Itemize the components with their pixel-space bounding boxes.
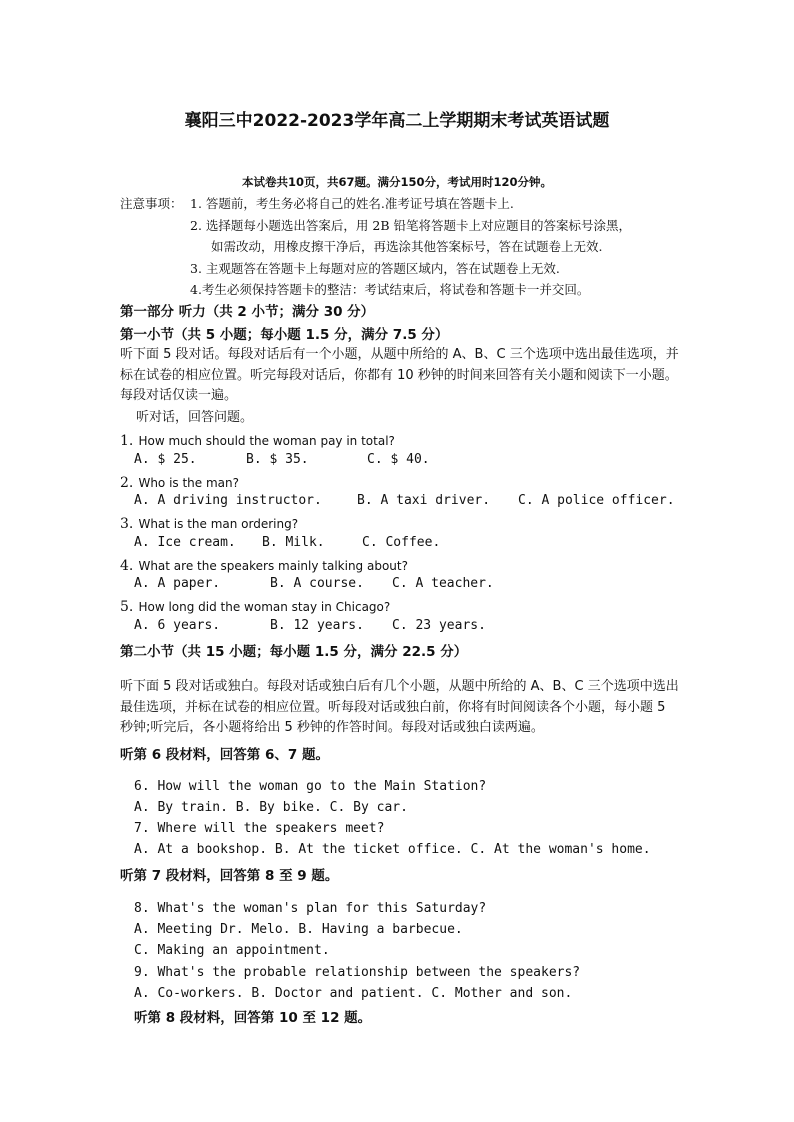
note-2-line-2: 如需改动，用橡皮擦干净后，再选涂其他答案标号，答在试题卷上无效. <box>211 239 603 254</box>
question-5 <box>120 596 390 615</box>
note-3: 3. 主观题答在答题卡上每题对应的答题区域内，答在试题卷上无效. <box>190 261 560 276</box>
question-text: How much should the woman pay in total? <box>138 434 395 448</box>
option-a: A. Ice cream. <box>134 535 236 550</box>
option-b: B. $ 35. <box>246 452 309 467</box>
question-text: What are the speakers mainly talking about? <box>138 559 408 573</box>
notes-label: 注意事项： <box>120 196 183 211</box>
question-7-options: A. At a bookshop. B. At the ticket office. C. At the woman's home. <box>134 842 651 857</box>
question-7: 7. Where will the speakers meet? <box>134 821 385 836</box>
option-a: A. A driving instructor. <box>134 493 322 508</box>
part1-heading: 第一部分 听力（共 2 小节；满分 30 分） <box>120 304 375 320</box>
option-c: C. A police officer. <box>518 493 675 508</box>
option-c: C. A teacher. <box>392 576 494 591</box>
question-number: 1. <box>120 433 134 449</box>
question-6-options: A. By train. B. By bike. C. By car. <box>134 800 408 815</box>
section1-instructions: 听下面 5 段对话。每段对话后有一个小题，从题中所给的 A、B、C 三个选项中选出最佳选项，并标在试卷的相应位置。听完每段对话后，你都有 10 秒钟的时间来回答有关小题和阅读下一小题。每段对话仅读一遍。 <box>120 347 679 403</box>
exam-subtitle: 本试卷共10页，共67题。满分150分，考试用时120分钟。 <box>241 175 552 189</box>
material-7-heading: 听第 7 段材料，回答第 8 至 9 题。 <box>120 868 339 884</box>
question-8-options-2: C. Making an appointment. <box>134 943 330 958</box>
question-9-options: A. Co-workers. B. Doctor and patient. C. Mother and son. <box>134 986 573 1001</box>
page-title: 襄阳三中2022-2023学年高二上学期期末考试英语试题 <box>184 111 610 131</box>
question-6: 6. How will the woman go to the Main Station? <box>134 779 487 794</box>
note-4: 4.考生必须保持答题卡的整洁：考试结束后，将试卷和答题卡一并交回。 <box>190 282 590 297</box>
option-b: B. 12 years. <box>270 618 364 633</box>
option-b: B. A taxi driver. <box>357 493 491 508</box>
section2-instructions: 听下面 5 段对话或独白。每段对话或独白后有几个小题，从题中所给的 A、B、C 三个选项中选出最佳选项，并标在试卷的相应位置。听每段对话或独白前，你将有时间阅读各个小题，每小题 5 秒钟;听完后，各小题将给出 5 秒钟的作答时间。每段对话或独白读两遍。 <box>120 679 679 735</box>
question-text: How long did the woman stay in Chicago? <box>138 600 391 614</box>
question-number: 2. <box>120 475 134 491</box>
option-b: B. A course. <box>270 576 364 591</box>
question-9: 9. What's the probable relationship between the speakers? <box>134 965 581 980</box>
option-c: C. 23 years. <box>392 618 486 633</box>
material-8-heading: 听第 8 段材料，回答第 10 至 12 题。 <box>134 1010 372 1026</box>
question-number: 4. <box>120 558 134 574</box>
option-a: A. $ 25. <box>134 452 197 467</box>
question-1 <box>120 430 395 449</box>
question-2 <box>120 472 239 491</box>
question-text: Who is the man? <box>138 476 240 490</box>
option-c: C. $ 40. <box>367 452 430 467</box>
option-c: C. Coffee. <box>362 535 441 550</box>
question-8-options-1: A. Meeting Dr. Melo. B. Having a barbecue. <box>134 922 463 937</box>
option-a: A. A paper. <box>134 576 221 591</box>
question-number: 3. <box>120 516 134 532</box>
question-8: 8. What's the woman's plan for this Saturday? <box>134 901 487 916</box>
material-6-heading: 听第 6 段材料，回答第 6、7 题。 <box>120 747 329 763</box>
section1-heading: 第一小节（共 5 小题；每小题 1.5 分，满分 7.5 分） <box>120 327 449 343</box>
option-a: A. 6 years. <box>134 618 221 633</box>
note-1: 1. 答题前，考生务必将自己的姓名.准考证号填在答题卡上. <box>190 196 514 211</box>
question-4 <box>120 555 408 574</box>
note-2-line-1: 2. 选择题每小题选出答案后，用 2B 铅笔将答题卡上对应题目的答案标号涂黑， <box>190 218 631 233</box>
question-text: What is the man ordering? <box>138 517 299 531</box>
question-3 <box>120 513 298 532</box>
listen-prompt: 听对话，回答问题。 <box>136 410 254 425</box>
question-number: 5. <box>120 599 134 615</box>
option-b: B. Milk. <box>262 535 325 550</box>
section2-heading: 第二小节（共 15 小题；每小题 1.5 分，满分 22.5 分） <box>120 644 468 660</box>
